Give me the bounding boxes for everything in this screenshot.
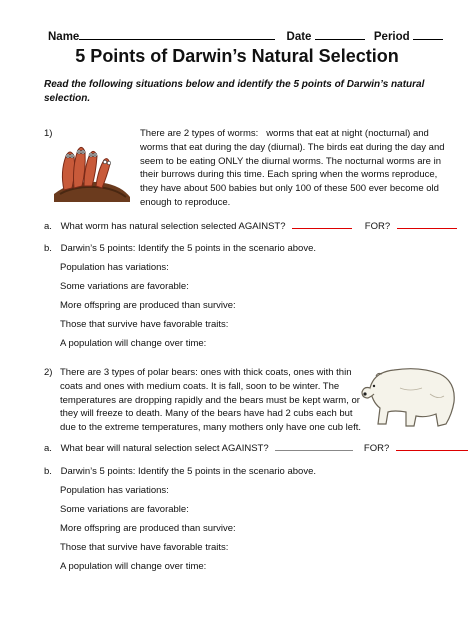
q2-b-label: b. [44,466,52,477]
q1-scenario [60,127,452,211]
q1-a-for: FOR? [364,221,391,232]
q2-scenario: There are 3 types of polar bears: ones with thick coats, ones with thin coats and ones with medium coats. It is fall, soon to be winter. The temperatures are dropping rapidly and the bears must be kept warm, or they will freeze to death. Many of the bears have had 2 cubs each but due to the extreme temperatures, many mothers only have one cub left. [60,367,361,434]
name-field[interactable] [79,29,275,40]
q2-a [44,442,468,454]
q2-point-3[interactable]: More offspring are produced than survive: [60,523,236,534]
period-label: Period [373,31,410,43]
q1-b-label: b. [44,243,52,254]
header-fields [48,29,438,43]
date-field[interactable] [315,29,365,40]
q1-a-question: What worm has natural selection selected AGAINST? [60,221,286,232]
polar-bear-icon [360,358,460,430]
q1-point-3[interactable]: More offspring are produced than survive: [60,300,236,311]
q2-b [44,466,316,477]
period-field[interactable] [413,29,443,40]
q1-scenario-body: worms that eat at night (nocturnal) and worms that eat during the day (diurnal). The birds eat during the day and seem to be eating ONLY the diurnal worms. The nocturnal worms are in their burrows during this time. Each spring when the worms reproduce, they have about 500 babies but only 100 of these 500 ever become old enough to reproduce. [140,128,445,208]
name-label: Name [48,31,80,43]
q1-against-field[interactable] [292,220,352,229]
q1-a-label: a. [44,221,52,232]
q2-point-4[interactable]: Those that survive have favorable traits: [60,542,229,553]
q2-point-1[interactable]: Population has variations: [60,485,169,496]
q2-point-2[interactable]: Some variations are favorable: [60,504,189,515]
worms-spacer [60,141,140,211]
q1-point-5[interactable]: A population will change over time: [60,338,207,349]
q1-b [44,243,316,254]
q2-a-question: What bear will natural selection select AGAINST? [60,443,269,454]
q1-point-4[interactable]: Those that survive have favorable traits: [60,319,229,330]
q2-point-5[interactable]: A population will change over time: [60,561,207,572]
q1-number: 1) [44,128,53,139]
q2-number: 2) [44,367,53,378]
instructions: Read the following situations below and identify the 5 points of Darwin’s natural selection. [44,79,425,104]
q2-against-field[interactable] [275,442,353,451]
q2-a-label: a. [44,443,52,454]
q2-b-prompt: Darwin’s 5 points: Identify the 5 points in the scenario above. [60,466,316,477]
q1-lead: There are 2 types of worms: [140,128,267,139]
q1-point-2[interactable]: Some variations are favorable: [60,281,189,292]
date-label: Date [286,31,312,43]
q1-for-field[interactable] [397,220,457,229]
q1-a [44,220,457,232]
q2-for-field[interactable] [396,442,468,451]
q1-point-1[interactable]: Population has variations: [60,262,169,273]
page-title: 5 Points of Darwin’s Natural Selection [75,46,399,66]
q2-a-for: FOR? [363,443,390,454]
q1-b-prompt: Darwin’s 5 points: Identify the 5 points in the scenario above. [60,243,316,254]
